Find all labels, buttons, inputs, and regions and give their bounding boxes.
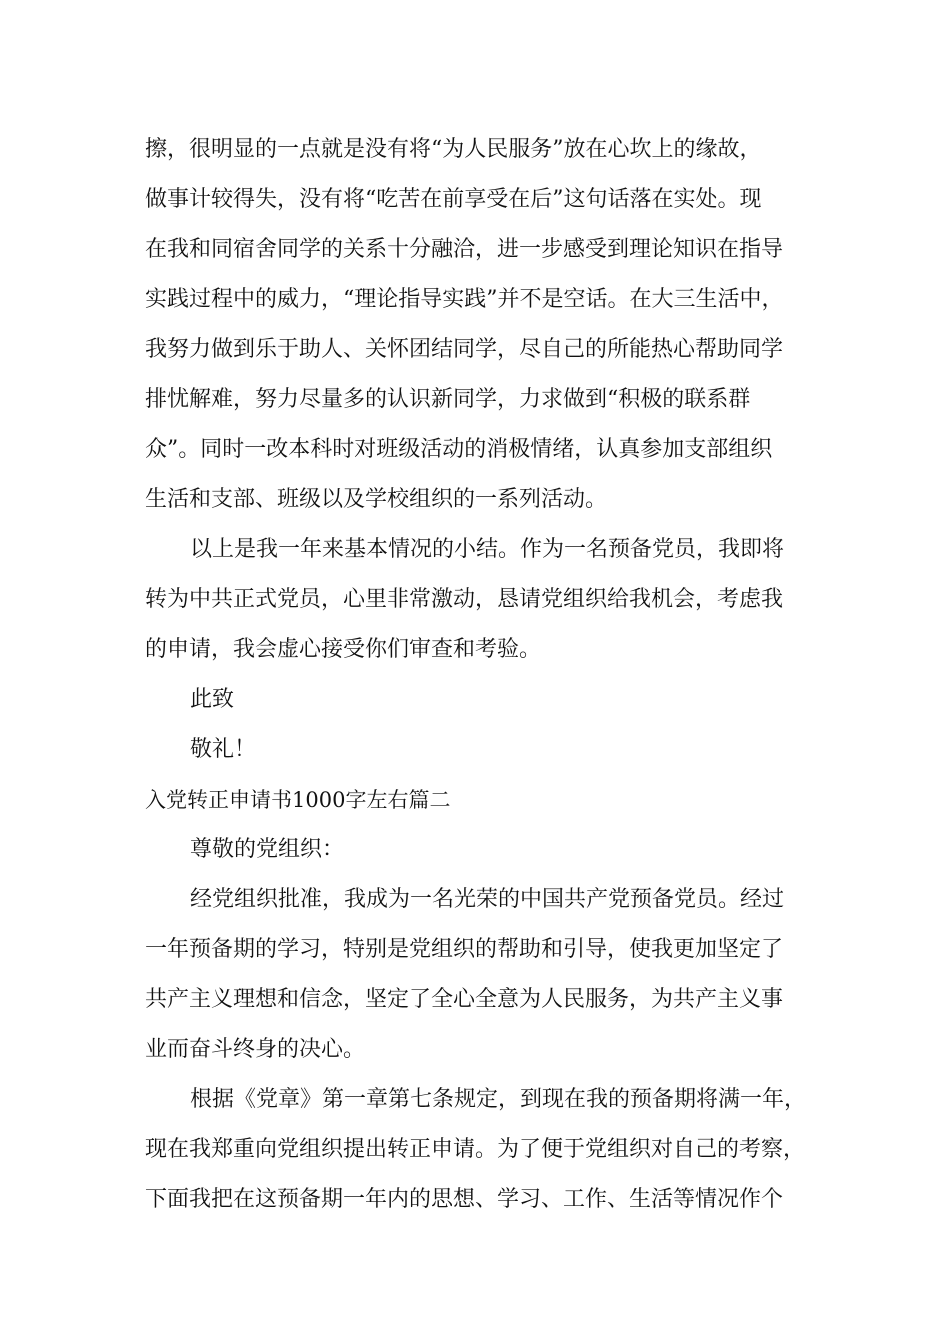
paragraph-line: 以上是我一年来基本情况的小结。作为一名预备党员，我即将	[190, 537, 785, 562]
closing-regards: 敬礼！	[190, 737, 257, 762]
paragraph-line: 根据《党章》第一章第七条规定，到现在我的预备期将满一年，	[190, 1087, 807, 1112]
paragraph-line: 实践过程中的威力，“理论指导实践”并不是空话。在大三生活中，	[145, 287, 784, 312]
section-heading: 入党转正申请书1000字左右篇二	[145, 788, 451, 812]
paragraph-line: 现在我郑重向党组织提出转正申请。为了便于党组织对自己的考察，	[145, 1137, 806, 1162]
paragraph-line: 经党组织批准，我成为一名光荣的中国共产党预备党员。经过	[190, 887, 785, 912]
paragraph-line: 在我和同宿舍同学的关系十分融洽，进一步感受到理论知识在指导	[145, 237, 784, 262]
greeting: 尊敬的党组织：	[190, 837, 345, 862]
paragraph-line: 转为中共正式党员，心里非常激动，恳请党组织给我机会，考虑我	[145, 587, 784, 612]
paragraph-line: 众”。同时一改本科时对班级活动的消极情绪，认真参加支部组织	[145, 437, 773, 462]
paragraph-line: 下面我把在这预备期一年内的思想、学习、工作、生活等情况作个	[145, 1187, 784, 1212]
paragraph-line: 擦，很明显的一点就是没有将“为人民服务”放在心坎上的缘故，	[145, 137, 762, 162]
closing-salutation: 此致	[190, 687, 235, 712]
paragraph-line: 共产主义理想和信念，坚定了全心全意为人民服务，为共产主义事	[145, 987, 784, 1012]
paragraph-line: 一年预备期的学习，特别是党组织的帮助和引导，使我更加坚定了	[145, 937, 784, 962]
paragraph-line: 做事计较得失，没有将“吃苦在前享受在后”这句话落在实处。现	[145, 187, 762, 212]
paragraph-line: 排忧解难，努力尽量多的认识新同学，力求做到“积极的联系群	[145, 387, 751, 412]
paragraph-line: 我努力做到乐于助人、关怀团结同学，尽自己的所能热心帮助同学	[145, 337, 784, 362]
paragraph-line: 业而奋斗终身的决心。	[145, 1037, 366, 1062]
paragraph-line: 生活和支部、班级以及学校组织的一系列活动。	[145, 487, 608, 512]
paragraph-line: 的申请，我会虚心接受你们审查和考验。	[145, 637, 542, 662]
